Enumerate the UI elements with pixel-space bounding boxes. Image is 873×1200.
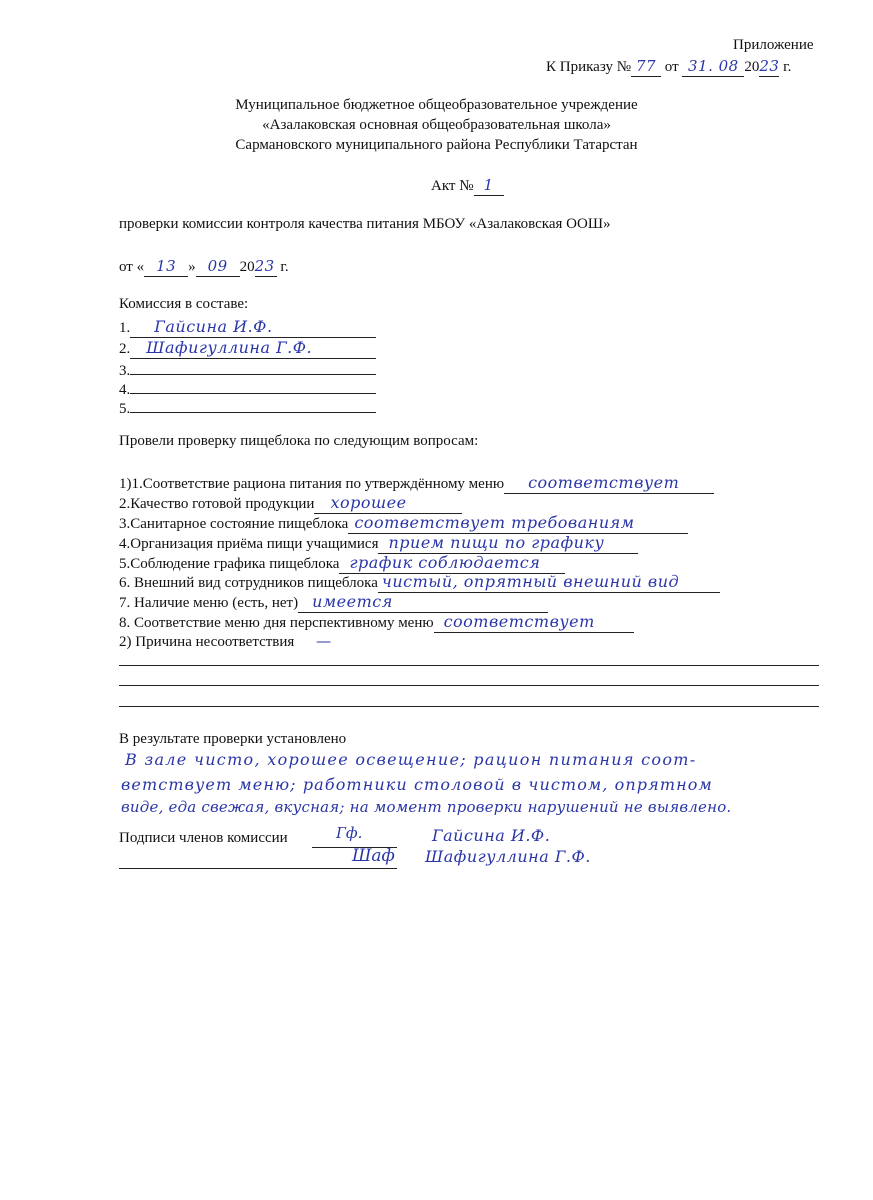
- item-label: 5.Соблюдение графика пищеблока: [119, 556, 340, 572]
- item-label: 4.Организация приёма пищи учащимися: [119, 536, 379, 552]
- result-heading: В результате проверки установлено: [119, 731, 347, 747]
- item-answer: график соблюдается: [349, 553, 541, 572]
- item-answer: соответствует требованиям: [354, 513, 635, 532]
- item-answer: чистый, опрятный внешний вид: [381, 572, 680, 591]
- item-label: 2.Качество готовой продукции: [119, 496, 315, 512]
- member-number: 4.: [119, 382, 131, 398]
- act-number: 1: [483, 176, 494, 194]
- reason-blank-line-1: [119, 665, 819, 666]
- order-number: 77: [635, 57, 657, 75]
- order-date: 31. 08: [688, 57, 739, 75]
- item-answer: соответствует: [443, 612, 595, 631]
- member-number: 2.: [119, 341, 131, 357]
- member-number: 1.: [119, 320, 131, 336]
- inspection-item-7: [119, 592, 548, 613]
- item-label: 6. Внешний вид сотрудников пищеблока: [119, 575, 378, 591]
- order-year-prefix: 20: [744, 59, 760, 75]
- item-label: 7. Наличие меню (есть, нет): [119, 595, 299, 611]
- order-prefix: К Приказу №: [546, 59, 632, 75]
- institution-line-3: Сармановского муниципального района Республики Татарстан: [235, 137, 638, 153]
- result-line-1: В зале чисто, хорошее освещение; рацион питания соот-: [125, 750, 697, 769]
- item-answer: соответствует: [528, 473, 680, 492]
- item-answer: имеется: [312, 592, 393, 611]
- item-label: 3.Санитарное состояние пищеблока: [119, 516, 349, 532]
- result-line-2: ветствует меню; работники столовой в чистом, опрятном: [121, 775, 713, 794]
- act-day: 13: [156, 257, 177, 275]
- act-year-end: г.: [280, 259, 289, 275]
- inspection-item-4: [119, 533, 638, 554]
- member-number: 5.: [119, 401, 131, 417]
- act-date: [119, 257, 289, 277]
- appendix-label: Приложение: [733, 37, 814, 53]
- item-answer: хорошее: [330, 493, 407, 512]
- act-month: 09: [207, 257, 228, 275]
- signatures-heading: Подписи членов комиссии: [119, 830, 288, 846]
- signature-line-2: [119, 868, 397, 869]
- commission-member-2: [119, 338, 376, 359]
- act-year-suffix: 23: [254, 257, 275, 275]
- signature-mark-2: Шаф: [352, 846, 395, 866]
- inspection-item-8: [119, 612, 634, 633]
- commission-member-5: [119, 396, 376, 418]
- order-from: от: [664, 59, 679, 75]
- act-title: [431, 176, 504, 196]
- reason-label: 2) Причина несоответствия: [119, 634, 295, 650]
- act-day-close: »: [188, 259, 196, 275]
- commission-member-1: [119, 317, 376, 338]
- inspection-heading: Провели проверку пищеблока по следующим вопросам:: [119, 433, 479, 449]
- reason-blank-line-2: [119, 685, 819, 686]
- commission-heading: Комиссия в составе:: [119, 296, 249, 312]
- inspection-item-1: [119, 473, 714, 494]
- member-number: 3.: [119, 363, 131, 379]
- result-line-3: виде, еда свежая, вкусная; на момент проверки нарушений не выявлено.: [121, 798, 732, 816]
- inspection-item-3: [119, 513, 688, 534]
- institution-line-2: «Азалаковская основная общеобразовательная школа»: [262, 117, 611, 133]
- act-title-label: Акт №: [431, 178, 474, 194]
- inspection-reason: [119, 632, 332, 651]
- item-answer: прием пищи по графику: [388, 533, 605, 552]
- inspection-item-2: [119, 493, 462, 514]
- reason-answer: —: [316, 632, 332, 650]
- reason-blank-line-3: [119, 706, 819, 707]
- member-name: Шафигуллина Г.Ф.: [146, 338, 313, 357]
- inspection-item-6: [119, 572, 720, 593]
- order-year-end: г.: [783, 59, 792, 75]
- item-label: 8. Соответствие меню дня перспективному меню: [119, 615, 434, 631]
- signature-mark-1: Гф.: [336, 824, 363, 842]
- signature-name-2: Шафигуллина Г.Ф.: [425, 847, 591, 866]
- act-subject: проверки комиссии контроля качества питания МБОУ «Азалаковская ООШ»: [119, 216, 611, 232]
- signature-name-1: Гайсина И.Ф.: [432, 826, 551, 845]
- act-year-prefix: 20: [239, 259, 255, 275]
- item-label: 1)1.Соответствие рациона питания по утверждённому меню: [119, 476, 505, 492]
- order-reference: [546, 57, 791, 77]
- inspection-item-5: [119, 553, 565, 574]
- order-year-suffix: 23: [759, 57, 780, 75]
- member-name: Гайсина И.Ф.: [154, 317, 273, 336]
- act-date-prefix: от «: [119, 259, 145, 275]
- institution-line-1: Муниципальное бюджетное общеобразовательное учреждение: [235, 97, 638, 113]
